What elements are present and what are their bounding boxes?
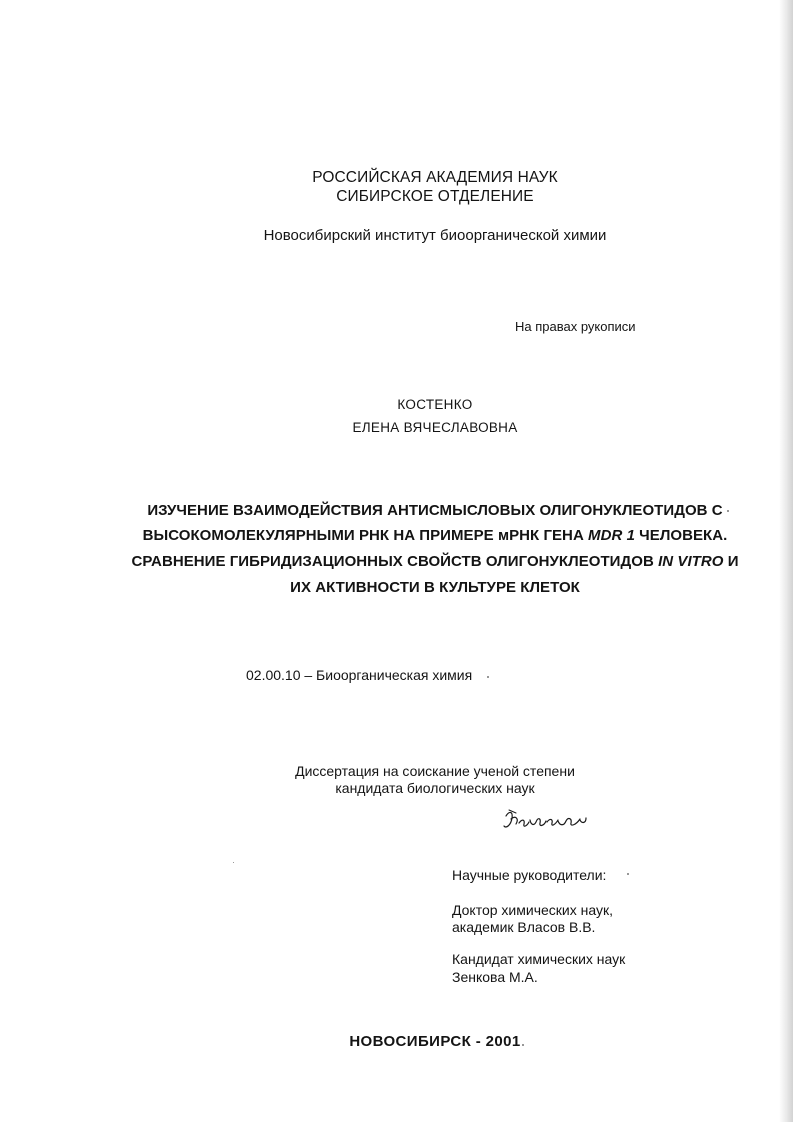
specialty-code: 02.00.10 – Биоорганическая химия [246, 667, 473, 683]
scan-speck [522, 1044, 524, 1046]
degree-line-1: Диссертация на соискание ученой степени [295, 763, 575, 779]
scan-speck [627, 873, 629, 875]
academy-name: РОССИЙСКАЯ АКАДЕМИЯ НАУК [312, 169, 558, 186]
city-year: НОВОСИБИРСК - 2001 [349, 1033, 521, 1050]
in-vitro-term: IN VITRO [658, 553, 724, 570]
supervisor-1-name: академик Власов В.В. [452, 919, 596, 935]
degree-line-2: кандидата биологических наук [335, 780, 535, 796]
author-given-names: ЕЛЕНА ВЯЧЕСЛАВОВНА [352, 420, 518, 435]
supervisor-2-degree: Кандидат химических наук [452, 951, 626, 967]
scan-speck [233, 862, 234, 863]
rights-note: На правах рукописи [515, 319, 636, 334]
institute-name: Новосибирский институт биоорганической химии [263, 227, 607, 244]
author-surname: КОСТЕНКО [397, 397, 473, 412]
handwritten-signature [500, 806, 590, 834]
title-line-2: ВЫСОКОМОЛЕКУЛЯРНЫМИ РНК НА ПРИМЕРЕ мРНК ГЕНА MDR 1 ЧЕЛОВЕКА. [142, 527, 728, 544]
scan-speck [487, 676, 489, 678]
scan-speck [727, 510, 729, 512]
gene-name: MDR 1 [588, 527, 635, 544]
branch-name: СИБИРСКОЕ ОТДЕЛЕНИЕ [336, 188, 534, 205]
supervisors-heading: Научные руководители: [452, 867, 607, 883]
title-line-1: ИЗУЧЕНИЕ ВЗАИМОДЕЙСТВИЯ АНТИСМЫСЛОВЫХ ОЛИГОНУКЛЕОТИДОВ С [147, 502, 723, 519]
title-line-4: ИХ АКТИВНОСТИ В КУЛЬТУРЕ КЛЕТОК [290, 579, 580, 596]
title-line-3: СРАВНЕНИЕ ГИБРИДИЗАЦИОННЫХ СВОЙСТВ ОЛИГОНУКЛЕОТИДОВ IN VITRO И [131, 553, 739, 570]
supervisor-1-degree: Доктор химических наук, [452, 902, 613, 918]
svg-text:Костенко: Костенко [500, 833, 505, 834]
supervisor-2-name: Зенкова М.А. [452, 969, 538, 985]
